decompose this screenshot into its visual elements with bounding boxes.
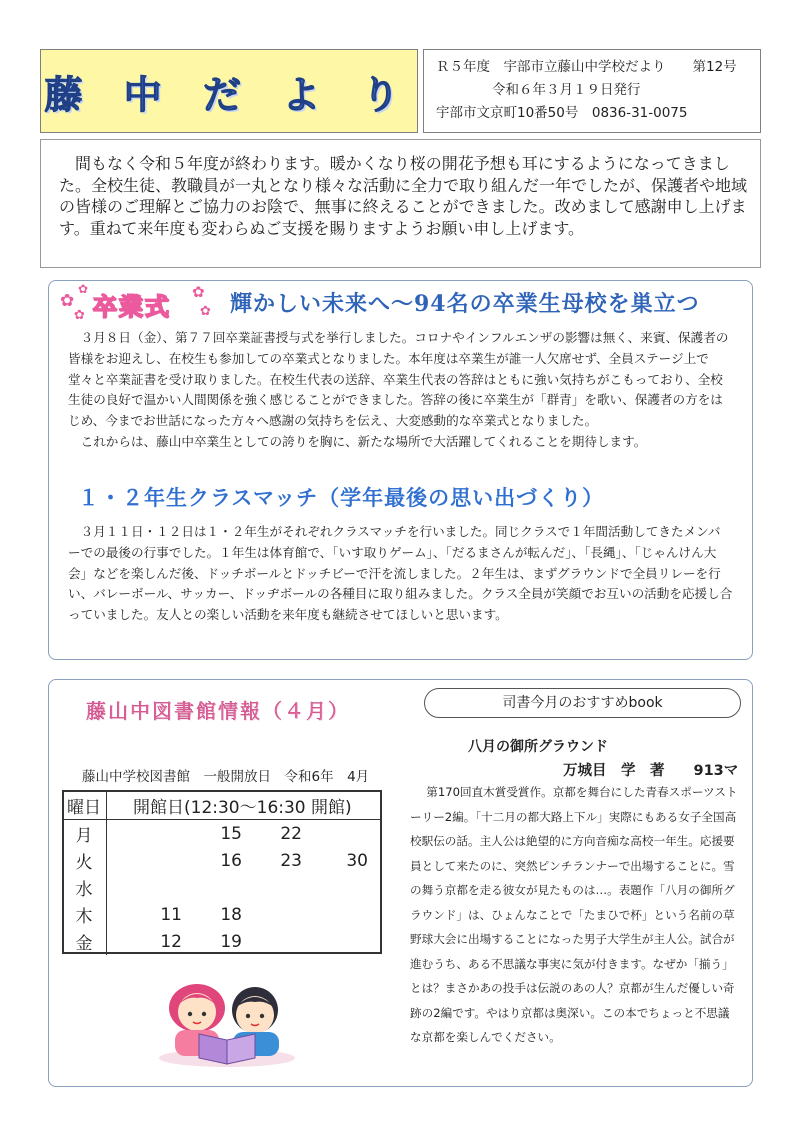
day-column-header: 曜日 — [62, 792, 107, 820]
schedule-row — [62, 874, 382, 901]
open-hours-column-header: 開館日(12:30～16:30 開館) — [107, 792, 383, 820]
issue-info-box — [423, 49, 761, 133]
flower-icon: ✿ — [192, 283, 205, 301]
schedule-header-row — [62, 792, 382, 820]
date-cell: 30 — [346, 850, 368, 871]
graduation-closing: これからは、藤山中卒業生としての誇りを胸に、新たな場所で大活躍してくれることを期待します。 — [80, 434, 647, 449]
graduation-body: ３月８日（金）、第７７回卒業証書授与式を挙行しました。コロナやインフルエンザの影響は無く、来賓、保護者の皆様をお迎えし、在校生も参加しての卒業式となりました。本年度は卒業生が誰一人欠席せず、全員ステージ上で堂々と卒業証書を受け取りました。在校生代表の送辞、卒業生代表の答辞はともに強い気持ちがこもっており、全校生徒の良好で温かい人間関係を強く感じることができました。答辞の後に卒業生が「群青」を歌い、保護者の方をはじめ、今までお世話になった方々へ感謝の気持ちを伝え、大変感動的な卒業式となりました。 — [68, 330, 729, 429]
date-cell — [302, 901, 382, 928]
date-cell: 11 — [160, 904, 182, 925]
weekday-cell: 火 — [62, 847, 107, 874]
date-cell — [242, 928, 302, 955]
date-cell: 12 — [160, 931, 182, 952]
date-cell: 22 — [280, 823, 302, 844]
weekday-cell: 金 — [62, 928, 107, 955]
book-review: 第170回直木賞受賞作。京都を舞台にした青春スポーツストーリー2編。「十二月の都大路上下ル」実際にもある女子全国高校駅伝の話。主人公は絶望的に方向音痴な高校一年生。応援要員として来たのに、突然ピンチランナーで出場することに。雪の舞う京都を走る彼女が見たものは…。表題作「八月の御所グラウンド」は、ひょんなことで「たまひで杯」という名前の草野球大会に出場することになった男子大学生が主人公。試合が進むうち、ある不思議な事実に気が付きます。なぜか「揃う」とは？まさかあの投手は伝説のあの人？京都が生んだ優しい奇跡の2編です。やはり京都は奥深い。この本でちょっと不思議な京都を楽しんでください。 — [410, 785, 738, 1044]
date-cell: 18 — [220, 904, 242, 925]
date-cell: 16 — [220, 850, 242, 871]
date-cell: 23 — [280, 850, 302, 871]
date-cell — [242, 874, 302, 901]
date-cell: 15 — [220, 823, 242, 844]
schedule-row — [62, 820, 382, 848]
librarian-recommendation-label: 司書今月のおすすめbook — [424, 688, 741, 718]
schedule-row — [62, 901, 382, 928]
weekday-cell: 月 — [62, 820, 107, 848]
library-schedule-table — [62, 792, 382, 955]
issue-date: 令和６年３月１９日発行 — [492, 82, 641, 98]
school-address: 宇部市文京町10番50号 0836-31-0075 — [436, 105, 688, 121]
flower-icon: ✿ — [60, 291, 75, 311]
date-cell — [242, 901, 302, 928]
class-match-body: ３月１１日・１２日は１・２年生がそれぞれクラスマッチを行いました。同じクラスで１年間活動してきたメンバーでの最後の行事でした。１年生は体育館で、「いす取りゲーム」、「だるまさんが転んだ」、「長縄」、「じゃんけん大会」などを楽しんだ後、ドッチボールとドッチビーで汗を流しました。２年生は、まずグラウンドで全員リレーを行い、バレーボール、サッカー、ドッヂボールの各種目に取り組みました。クラス全員が笑顔でお互いの活動を応援し合っていました。友人との楽しい活動を来年度も継続させてほしいと思います。 — [68, 524, 733, 623]
flower-icon: ✿ — [74, 308, 85, 323]
date-cell — [302, 820, 382, 848]
date-cell — [107, 874, 183, 901]
date-cell — [302, 928, 382, 955]
book-title: 八月の御所グラウンド — [468, 739, 608, 755]
newsletter-title: 藤 中 だ よ り — [44, 73, 414, 117]
open-book-icon — [199, 1034, 255, 1064]
schedule-row — [62, 928, 382, 955]
graduation-badge — [60, 283, 215, 327]
book-author: 万城目 学 著 913マ — [563, 763, 739, 779]
graduation-heading: 輝かしい未来へ～94名の卒業生母校を巣立つ — [230, 291, 700, 317]
intro-message: 間もなく令和５年度が終わります。暖かくなり桜の開花予想も耳にするようになってきました。全校生徒、教職員が一丸となり様々な活動に全力で取り組んだ一年でしたが、保護者や地域の皆様のご理解とご協力のお陰で、無事に終えることができました。改めまして感謝申し上げます。重ねて来年度も変わらぬご支援を賜りますようお願い申し上げます。 — [40, 139, 761, 268]
library-title: 藤山中図書館情報（４月） — [86, 699, 350, 723]
flower-icon: ✿ — [78, 282, 89, 296]
weekday-cell: 木 — [62, 901, 107, 928]
date-cell — [302, 874, 382, 901]
flower-icon: ✿ — [200, 304, 211, 319]
class-match-heading: １・２年生クラスマッチ（学年最後の思い出づくり） — [78, 486, 605, 510]
issue-number: Ｒ５年度 宇部市立藤山中学校だより 第12号 — [436, 59, 737, 75]
graduation-badge-label: 卒業式 — [93, 293, 171, 321]
newsletter-title-box — [40, 49, 418, 133]
weekday-cell: 水 — [62, 874, 107, 901]
date-cell — [107, 847, 183, 874]
library-schedule-caption: 藤山中学校図書館 一般開放日 令和6年 4月 — [82, 769, 370, 785]
date-cell — [107, 820, 183, 848]
schedule-row — [62, 847, 382, 874]
date-cell — [182, 874, 242, 901]
children-reading-illustration — [155, 968, 300, 1068]
date-cell: 19 — [220, 931, 242, 952]
